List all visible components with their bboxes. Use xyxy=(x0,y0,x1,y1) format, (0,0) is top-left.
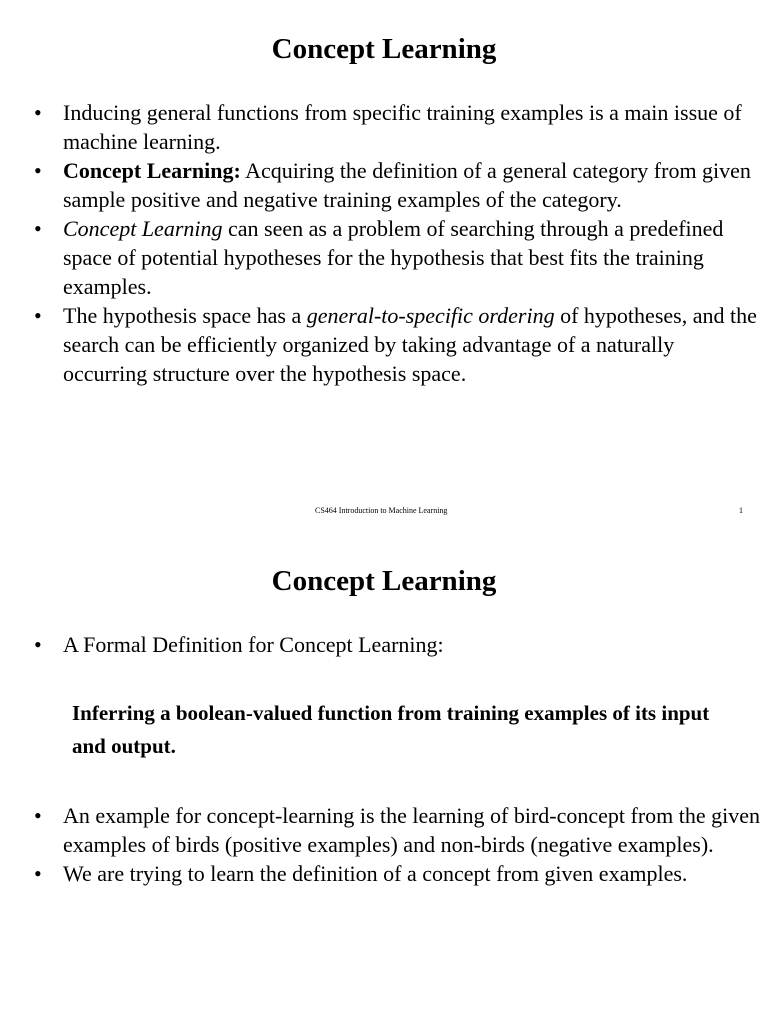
slide-1-title: Concept Learning xyxy=(271,33,497,65)
bullet-dot-icon: • xyxy=(34,632,42,657)
slide-2 xyxy=(0,532,768,1024)
bullet-item xyxy=(0,859,763,888)
bullet-text: can seen as a problem of searching through a predefined space of potential hypotheses for the hypothesis that best fits the training examples. xyxy=(63,216,724,299)
slide-1-page-number: 1 xyxy=(739,506,743,515)
bullet-item xyxy=(0,156,763,214)
bullet-dot-icon: • xyxy=(34,216,42,241)
bullet-dot-icon: • xyxy=(34,158,42,183)
bullet-item xyxy=(0,801,763,859)
slide-2-bullet-list xyxy=(0,801,763,888)
bullet-item xyxy=(0,98,763,156)
bullet-dot-icon: • xyxy=(34,303,42,328)
bullet-text: An example for concept-learning is the learning of bird-concept from the given examples of birds (positive examples) and non-birds (negative examples). xyxy=(63,803,761,857)
slide-1-bullet-list xyxy=(0,98,763,388)
slide-2-title: Concept Learning xyxy=(271,565,497,597)
bullet-text: general-to-specific ordering xyxy=(306,303,555,328)
bullet-text: Inducing general functions from specific training examples is a main issue of machine learning. xyxy=(63,100,742,154)
bullet-dot-icon: • xyxy=(34,861,42,886)
bullet-text: Concept Learning xyxy=(63,216,223,241)
bullet-text: of hypotheses, and the search can be efficiently organized by taking advantage of a naturally occurring structure over the hypothesis space. xyxy=(63,303,757,386)
bullet-dot-icon: • xyxy=(34,100,42,125)
bullet-text: The hypothesis space has a xyxy=(63,303,307,328)
bullet-text: A Formal Definition for Concept Learning: xyxy=(63,632,444,657)
definition-text: Inferring a boolean-valued function from training examples of its input and output. xyxy=(72,701,710,758)
bullet-dot-icon: • xyxy=(34,803,42,828)
bullet-text: Concept Learning: xyxy=(63,158,241,183)
slide-2-intro-list xyxy=(0,630,763,659)
bullet-text: We are trying to learn the definition of a concept from given examples. xyxy=(63,861,688,886)
bullet-item xyxy=(0,214,763,301)
bullet-item xyxy=(0,630,763,659)
bullet-item xyxy=(0,301,763,388)
bullet-text: Acquiring the definition of a general category from given sample positive and negative training examples of the category. xyxy=(63,158,751,212)
slide-1-footer: CS464 Introduction to Machine Learning xyxy=(315,506,448,515)
